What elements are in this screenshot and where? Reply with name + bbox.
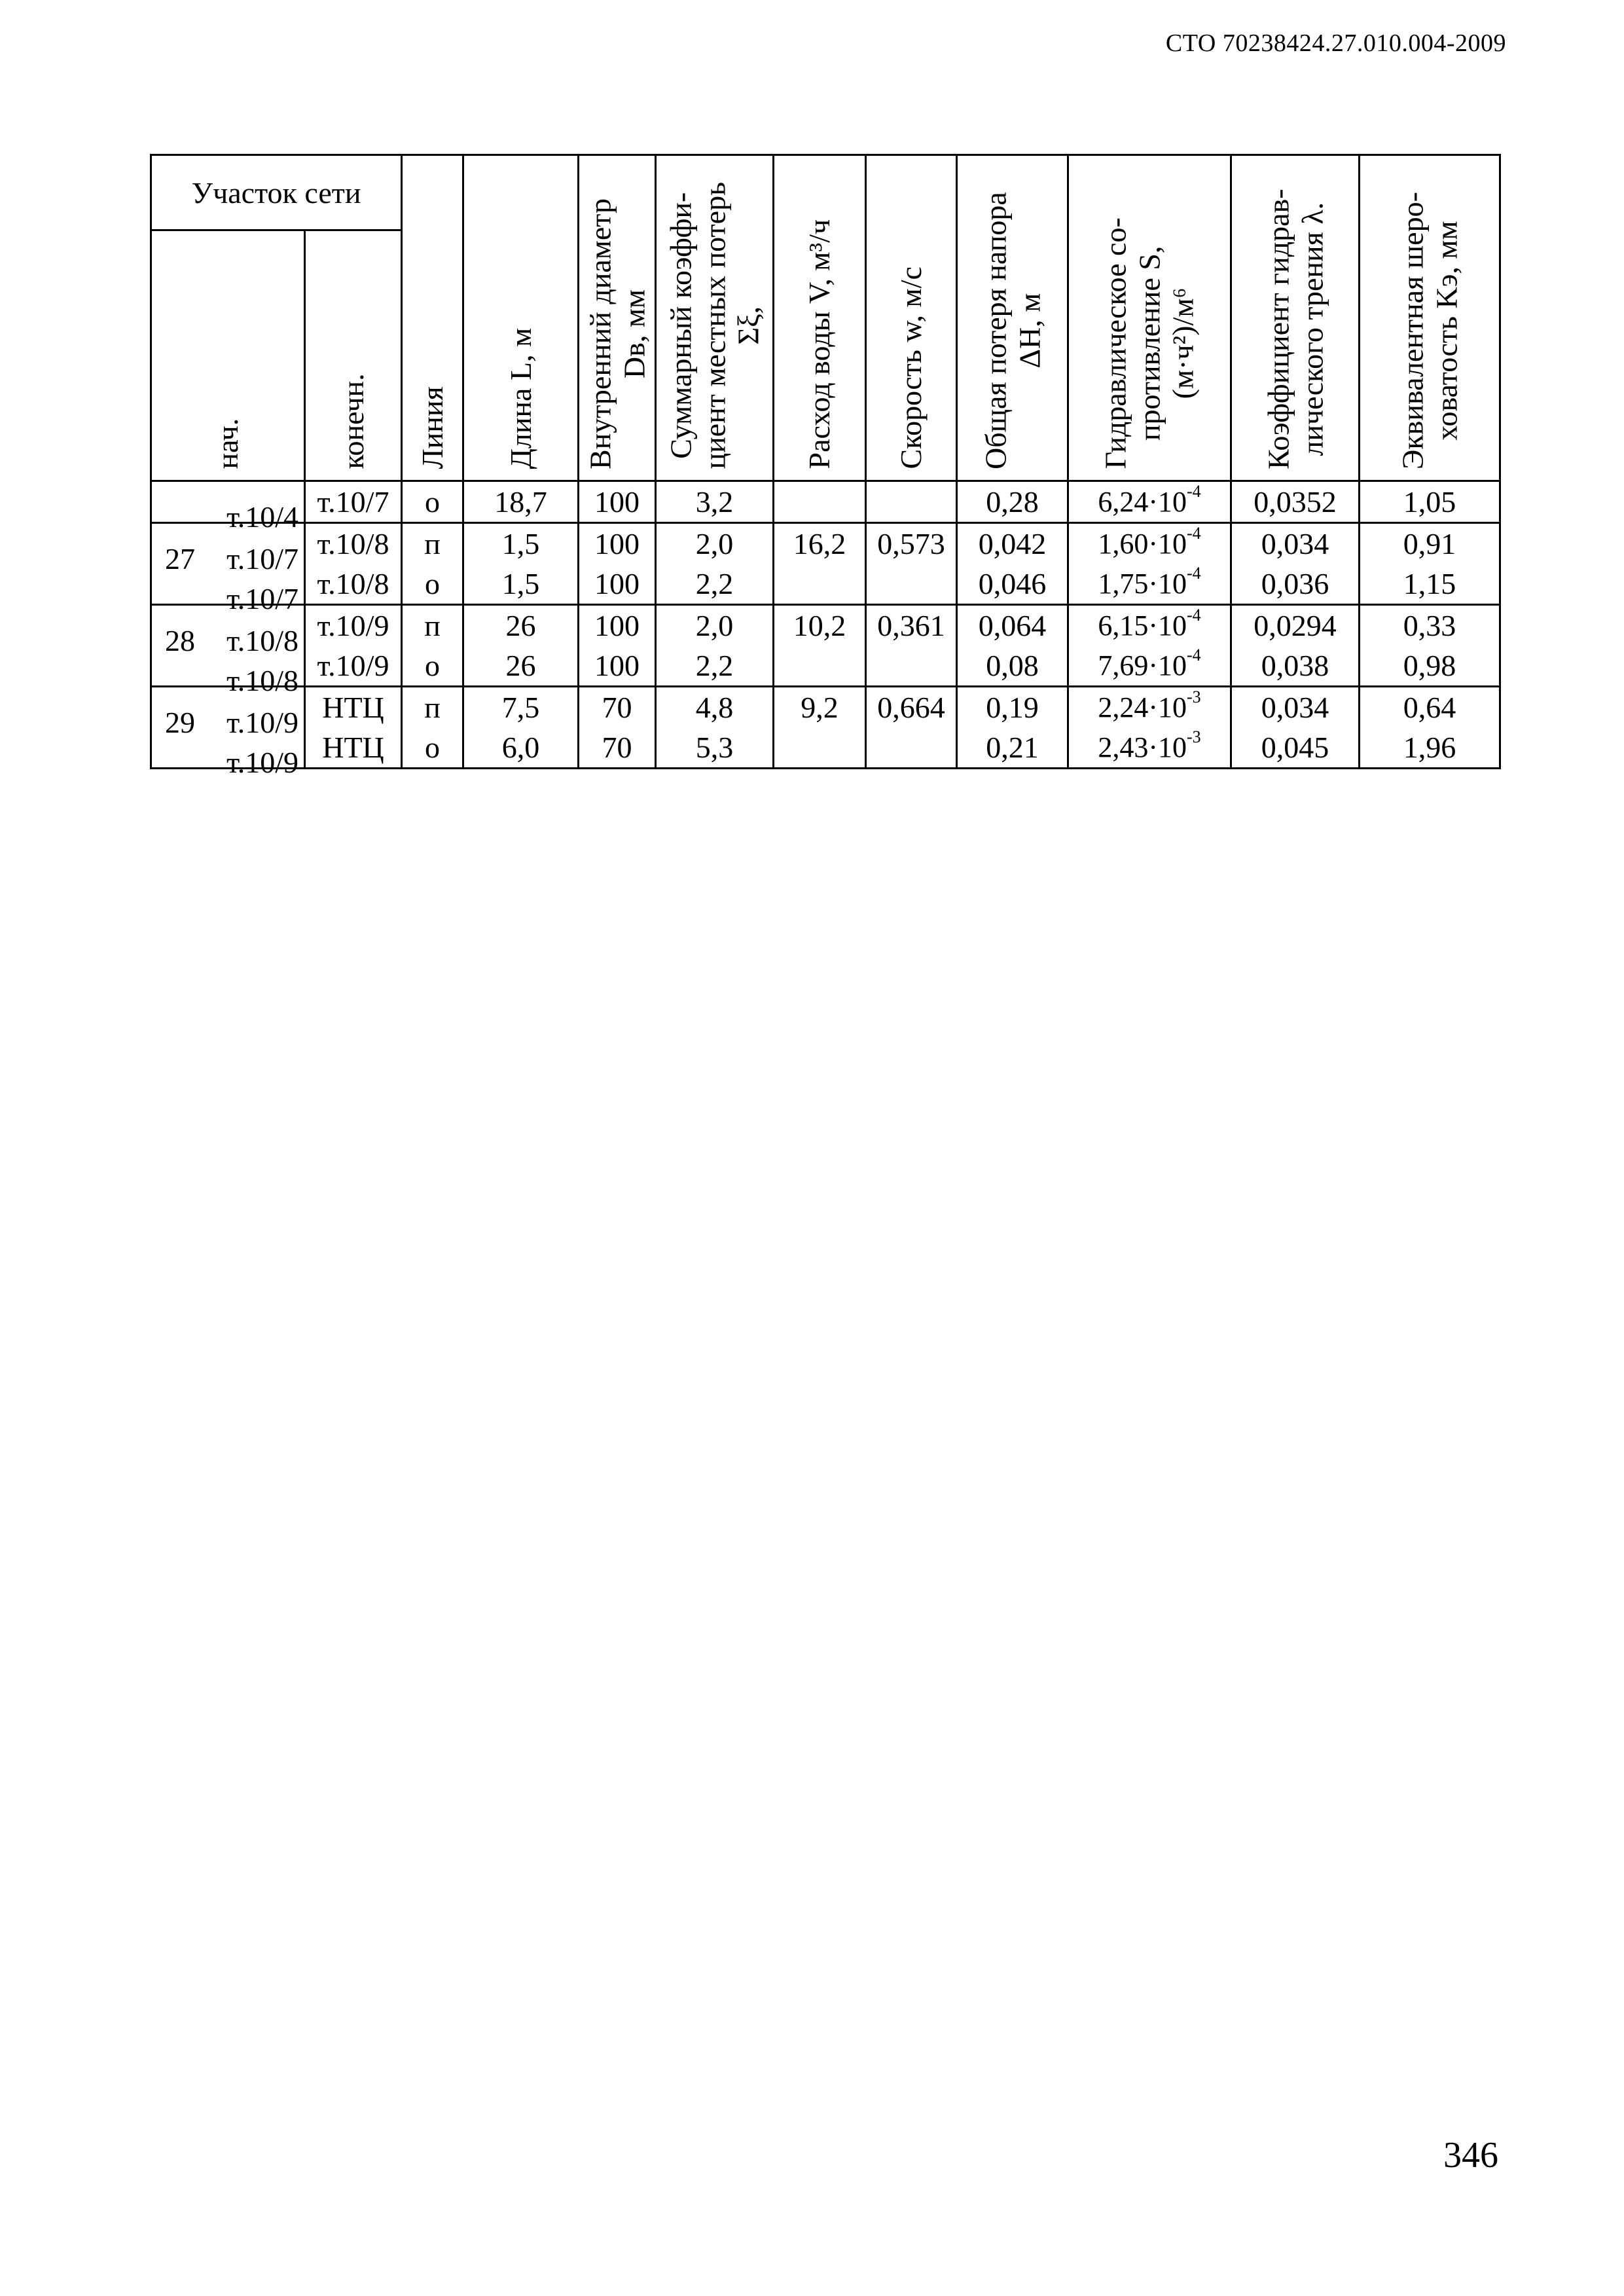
- cell-diameter: 100: [579, 481, 656, 523]
- cell-loss-coef: 4,8: [656, 687, 774, 728]
- cell-length: 26: [463, 605, 579, 646]
- resistance-exponent: -4: [1186, 645, 1201, 665]
- cell-start: [151, 481, 305, 534]
- header-head-loss: Общая потеря напора ΔH, м: [957, 155, 1068, 481]
- cell-friction: 0,045: [1231, 727, 1360, 769]
- segment-number: 27: [165, 541, 195, 575]
- cell-line: о: [402, 727, 463, 769]
- cell-resistance: [1068, 481, 1231, 523]
- resistance-mantissa: 1,60·10: [1098, 527, 1187, 560]
- table-row: [151, 605, 1500, 646]
- cell-loss-coef: 2,2: [656, 564, 774, 605]
- cell-velocity: 0,664: [866, 687, 957, 728]
- cell-velocity: [866, 727, 957, 769]
- cell-roughness: 1,15: [1360, 564, 1500, 605]
- cell-velocity: [866, 481, 957, 523]
- cell-end: НТЦ: [305, 687, 402, 728]
- cell-start: [151, 687, 305, 739]
- cell-loss-coef: 5,3: [656, 727, 774, 769]
- start-point: т.10/7: [226, 581, 298, 615]
- cell-roughness: 0,98: [1360, 646, 1500, 687]
- network-section-header: Участок сети: [151, 155, 402, 230]
- page-number: 346: [1443, 2135, 1498, 2176]
- cell-diameter: 70: [579, 727, 656, 769]
- cell-velocity: [866, 646, 957, 687]
- cell-friction: 0,034: [1231, 523, 1360, 564]
- cell-start: [151, 564, 305, 615]
- hydraulic-calculation-table: [150, 154, 1501, 779]
- resistance-exponent: -4: [1186, 523, 1201, 543]
- cell-friction: 0,0294: [1231, 605, 1360, 646]
- header-local-loss-coefficient: Суммарный коэффи- циент местных потерь Σξ,: [656, 155, 774, 481]
- cell-loss-coef: 2,0: [656, 523, 774, 564]
- cell-roughness: 1,96: [1360, 727, 1500, 769]
- cell-length: 18,7: [463, 481, 579, 523]
- cell-resistance: [1068, 564, 1231, 605]
- resistance-exponent: -4: [1186, 605, 1201, 625]
- cell-loss-coef: 2,0: [656, 605, 774, 646]
- cell-head-loss: 0,064: [957, 605, 1068, 646]
- cell-start: [151, 727, 305, 779]
- cell-velocity: [866, 564, 957, 605]
- cell-diameter: 100: [579, 646, 656, 687]
- cell-length: 26: [463, 646, 579, 687]
- table-row: [151, 687, 1500, 728]
- segment-number: 28: [165, 623, 195, 657]
- cell-friction: 0,036: [1231, 564, 1360, 605]
- header-start-point: нач.: [151, 230, 305, 481]
- cell-friction: 0,034: [1231, 687, 1360, 728]
- cell-length: 7,5: [463, 687, 579, 728]
- cell-head-loss: 0,21: [957, 727, 1068, 769]
- cell-head-loss: 0,19: [957, 687, 1068, 728]
- cell-velocity: 0,573: [866, 523, 957, 564]
- cell-roughness: 0,33: [1360, 605, 1500, 646]
- cell-length: 1,5: [463, 564, 579, 605]
- cell-diameter: 100: [579, 523, 656, 564]
- header-inner-diameter: Внутренний диаметр Dв, мм: [579, 155, 656, 481]
- cell-line: п: [402, 523, 463, 564]
- cell-flow: 9,2: [774, 687, 866, 728]
- cell-end: т.10/9: [305, 605, 402, 646]
- cell-diameter: 70: [579, 687, 656, 728]
- cell-start: [151, 605, 305, 657]
- cell-start: [151, 646, 305, 697]
- cell-flow: [774, 481, 866, 523]
- table-row: [151, 481, 1500, 523]
- cell-end: т.10/9: [305, 646, 402, 687]
- cell-velocity: 0,361: [866, 605, 957, 646]
- cell-resistance: [1068, 523, 1231, 564]
- segment-number: 29: [165, 705, 195, 739]
- table-body: [151, 481, 1500, 779]
- resistance-exponent: -3: [1186, 727, 1201, 746]
- cell-line: о: [402, 481, 463, 523]
- cell-diameter: 100: [579, 564, 656, 605]
- cell-friction: 0,0352: [1231, 481, 1360, 523]
- cell-resistance: [1068, 605, 1231, 646]
- start-point: т.10/4: [226, 500, 298, 534]
- header-end-point: конечн.: [305, 230, 402, 481]
- header-velocity: Скорость w, м/с: [866, 155, 957, 481]
- cell-start: [151, 523, 305, 575]
- cell-friction: 0,038: [1231, 646, 1360, 687]
- start-point: т.10/8: [226, 623, 298, 657]
- resistance-exponent: -4: [1186, 481, 1201, 501]
- cell-loss-coef: 3,2: [656, 481, 774, 523]
- cell-end: НТЦ: [305, 727, 402, 769]
- start-point: т.10/7: [226, 541, 298, 575]
- resistance-mantissa: 6,15·10: [1098, 609, 1187, 642]
- resistance-mantissa: 2,43·10: [1098, 731, 1187, 763]
- resistance-mantissa: 6,24·10: [1098, 485, 1187, 518]
- table-header: [151, 155, 1500, 481]
- header-water-flow: Расход воды V, м³/ч: [774, 155, 866, 481]
- cell-end: т.10/8: [305, 523, 402, 564]
- cell-line: о: [402, 564, 463, 605]
- cell-end: т.10/7: [305, 481, 402, 523]
- resistance-mantissa: 2,24·10: [1098, 691, 1187, 723]
- header-friction-coefficient: Коэффициент гидрав- лического трения λ.: [1231, 155, 1360, 481]
- table-row: [151, 523, 1500, 564]
- cell-length: 6,0: [463, 727, 579, 769]
- cell-head-loss: 0,042: [957, 523, 1068, 564]
- resistance-exponent: -3: [1186, 687, 1201, 706]
- cell-head-loss: 0,046: [957, 564, 1068, 605]
- document-code: СТО 70238424.27.010.004-2009: [1165, 29, 1506, 57]
- cell-line: о: [402, 646, 463, 687]
- cell-resistance: [1068, 646, 1231, 687]
- resistance-exponent: -4: [1186, 563, 1201, 583]
- cell-end: т.10/8: [305, 564, 402, 605]
- cell-flow: 10,2: [774, 605, 866, 646]
- start-point: т.10/8: [226, 663, 298, 697]
- start-point: т.10/9: [226, 705, 298, 739]
- cell-roughness: 0,64: [1360, 687, 1500, 728]
- table-row: [151, 727, 1500, 769]
- table-row: [151, 564, 1500, 605]
- resistance-mantissa: 7,69·10: [1098, 649, 1187, 682]
- cell-resistance: [1068, 687, 1231, 728]
- cell-head-loss: 0,08: [957, 646, 1068, 687]
- cell-flow: 16,2: [774, 523, 866, 564]
- header-length: Длина L, м: [463, 155, 579, 481]
- cell-line: п: [402, 605, 463, 646]
- cell-diameter: 100: [579, 605, 656, 646]
- header-line: Линия: [402, 155, 463, 481]
- cell-roughness: 1,05: [1360, 481, 1500, 523]
- cell-roughness: 0,91: [1360, 523, 1500, 564]
- cell-flow: [774, 727, 866, 769]
- start-point: т.10/9: [226, 745, 298, 779]
- resistance-mantissa: 1,75·10: [1098, 567, 1187, 600]
- header-hydraulic-resistance: Гидравлическое со- противление S, (м·ч²)/м⁶: [1068, 155, 1231, 481]
- header-equivalent-roughness: Эквивалентная шеро- ховатость Kэ, мм: [1360, 155, 1500, 481]
- cell-resistance: [1068, 727, 1231, 769]
- cell-length: 1,5: [463, 523, 579, 564]
- cell-flow: [774, 646, 866, 687]
- cell-line: п: [402, 687, 463, 728]
- cell-flow: [774, 564, 866, 605]
- cell-head-loss: 0,28: [957, 481, 1068, 523]
- table-row: [151, 646, 1500, 687]
- cell-loss-coef: 2,2: [656, 646, 774, 687]
